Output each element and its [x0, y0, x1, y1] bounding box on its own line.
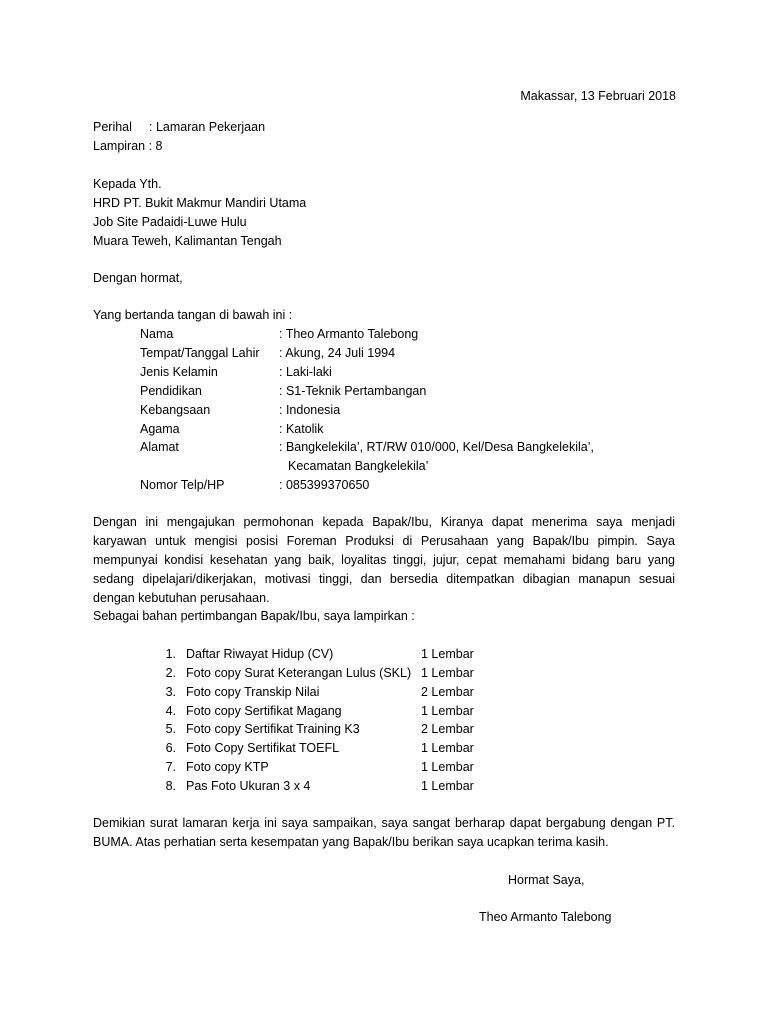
attachments-intro: Sebagai bahan pertimbangan Bapak/Ibu, saya lampirkan : [93, 609, 415, 623]
item-number: 7. [165, 760, 176, 774]
body-line: dengan kebutuhan perusahaan. [93, 590, 270, 605]
place-date: Makassar, 13 Februari 2018 [520, 89, 676, 103]
recipient-line: HRD PT. Bukit Makmur Mandiri Utama [93, 196, 307, 210]
identity-value: : Indonesia [279, 403, 341, 417]
identity-label: Nomor Telp/HP [140, 478, 225, 492]
recipient-line: Kepada Yth. [93, 177, 162, 191]
item-name: Pas Foto Ukuran 3 x 4 [186, 779, 311, 793]
subject-value: : Lamaran Pekerjaan [149, 120, 266, 134]
item-number: 2. [165, 666, 176, 680]
identity-value: : Bangkelekila’, RT/RW 010/000, Kel/Desa Bangkelekila’, [279, 440, 594, 454]
identity-value: : 085399370650 [279, 478, 370, 492]
identity-label: Pendidikan [140, 384, 202, 398]
item-quantity: 2 Lembar [421, 722, 474, 736]
identity-label: Kebangsaan [140, 403, 211, 417]
item-quantity: 1 Lembar [421, 704, 474, 718]
identity-label: Agama [140, 422, 180, 436]
identity-value: : Theo Armanto Talebong [279, 327, 419, 341]
subject-label: Perihal [93, 120, 132, 134]
item-number: 5. [165, 722, 176, 736]
body-line: sedang dipelajari/dikerjakan, motivasi tinggi, dan bersedia ditempatkan dibagian manapun sesuai [93, 571, 675, 586]
item-quantity: 1 Lembar [421, 666, 474, 680]
body-paragraph [93, 513, 675, 608]
item-name: Foto copy KTP [186, 760, 269, 774]
identity-value: : Katolik [279, 422, 324, 436]
item-name: Foto copy Transkip Nilai [186, 685, 320, 699]
identity-value: Kecamatan Bangkelekila’ [288, 459, 429, 473]
item-quantity: 1 Lembar [421, 779, 474, 793]
item-quantity: 1 Lembar [421, 647, 474, 661]
recipient-line: Muara Teweh, Kalimantan Tengah [93, 234, 282, 248]
item-name: Foto copy Surat Keterangan Lulus (SKL) [186, 666, 412, 680]
item-number: 6. [165, 741, 176, 755]
identity-value: : S1-Teknik Pertambangan [279, 384, 427, 398]
identity-label: Jenis Kelamin [140, 365, 218, 379]
item-quantity: 1 Lembar [421, 741, 474, 755]
item-number: 1. [165, 647, 176, 661]
closing-line: Demikian surat lamaran kerja ini saya sampaikan, saya sangat berharap dapat bergabung dengan PT. [93, 816, 675, 830]
item-quantity: 2 Lembar [421, 685, 474, 699]
item-name: Foto copy Sertifikat Training K3 [186, 722, 360, 736]
identity-value: : Laki-laki [279, 365, 332, 379]
identity-label: Nama [140, 327, 174, 341]
sign-off: Hormat Saya, [508, 873, 585, 887]
item-name: Daftar Riwayat Hidup (CV) [186, 647, 334, 661]
body-line: karyawan untuk mengisi posisi Foreman Produksi di Perusahaan yang Bapak/Ibu pimpin. Saya [93, 533, 675, 548]
item-name: Foto copy Sertifikat Magang [186, 704, 342, 718]
signer-name: Theo Armanto Talebong [479, 910, 612, 924]
identity-label: Alamat [140, 440, 179, 454]
identity-label: Tempat/Tanggal Lahir [140, 346, 260, 360]
item-number: 8. [165, 779, 176, 793]
closing-paragraph [93, 814, 675, 852]
recipient-line: Job Site Padaidi-Luwe Hulu [93, 215, 247, 229]
item-name: Foto Copy Sertifikat TOEFL [186, 741, 340, 755]
body-line: mempunyai kondisi kesehatan yang baik, loyalitas tinggi, jujur, cepat memahami bidang baru yang [93, 552, 675, 567]
item-quantity: 1 Lembar [421, 760, 474, 774]
closing-line: BUMA. Atas perhatian serta kesempatan yang Bapak/Ibu berikan saya ucapkan terima kasih. [93, 834, 609, 849]
item-number: 3. [165, 685, 176, 699]
greeting: Dengan hormat, [93, 271, 183, 285]
intro-line: Yang bertanda tangan di bawah ini : [93, 308, 293, 322]
item-number: 4. [165, 704, 176, 718]
body-line: Dengan ini mengajukan permohonan kepada Bapak/Ibu, Kiranya dapat menerima saya menjadi [93, 515, 675, 529]
identity-value: : Akung, 24 Juli 1994 [279, 346, 396, 360]
attachment-count: Lampiran : 8 [93, 139, 163, 153]
